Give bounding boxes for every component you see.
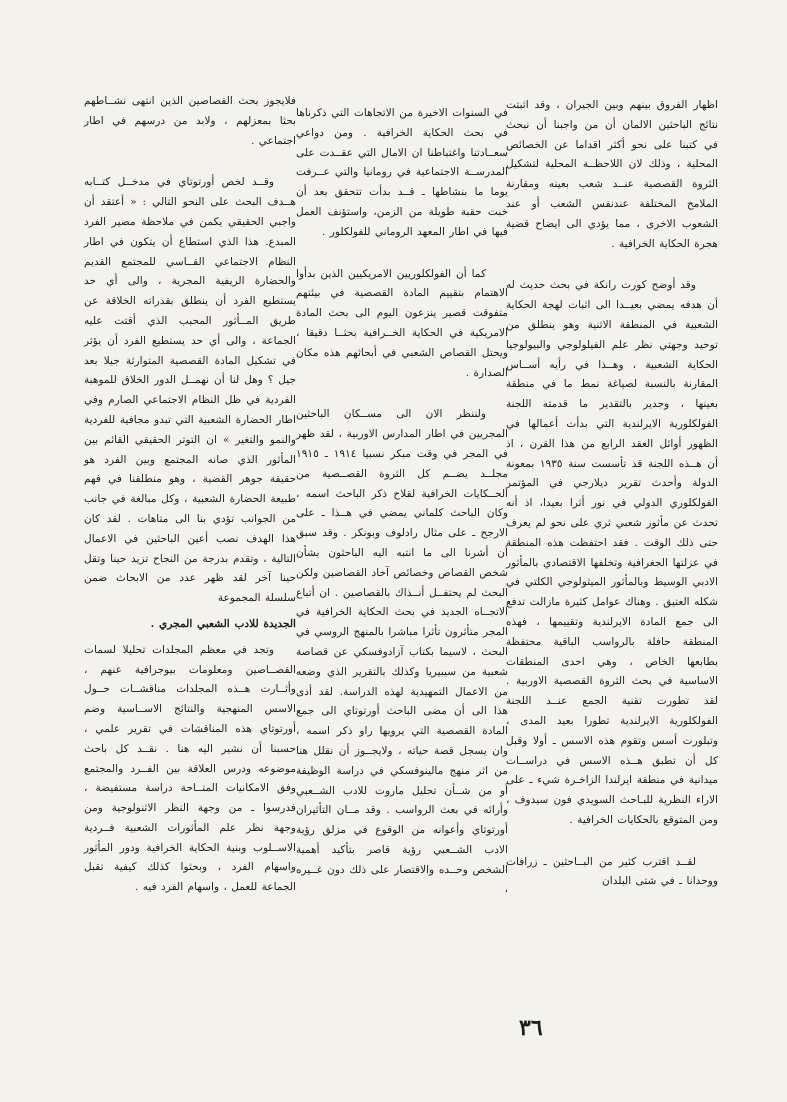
paragraph: فلايجوز بحث القصاصين الذين انتهى نشــاطهم بحثا بمعزلهم ، ولابد من درسهم في اطار اجتماعي .: [84, 95, 296, 147]
series-title: الجديدة للادب الشعبي المجري .: [150, 617, 296, 630]
paragraph: وقــد لخص أورتوتاي في مدخــل كتــابه هــدف البحث على النحو التالي : « أعتقد أن واجبي الحقيقي يكمن في ملاحظة مصير الفرد المبدع. هذا الذي استطاع أن يتكون في اطار النظام الاجتماعي القــاسي للمجتمع القديم والحضارة الريفية المجرية ، والى أي حد يستطيع الفرد أن ينطلق بقدراته الخلاقة عن طريق المــأثور المحبب الذي أقتت عليه الجماعة ، والى أي حد يستطيع الفرد أن يؤثر في تشكيل المادة القصصية المتوارثة جيلا بعد جيل ؟ وهل لنا أن نهمــل الدور الخلاق للموهبة الفردية في ظل النظام الاجتماعي الصارم وفي اطار الحضارة الشعبية التي تبدو مجافية للفردية والنمو والتغير » ان التوتر الحقيقي القائم بين المأثور الذي صانه المجتمع وبين الفرد هو حقيقة جوهر القضية ، وهو منطلقنا في فهم طبيعة الحضارة الشعبية ، وكل مبالغة في جانب من الجوانب تؤدي بنا الى متاهات . لقد كان هذا الهدف نصب أعين الباحثين في الاعمال التالية ، وتقدم بدرجة من النجاح تزيد حينا وتقل حينا آخر لقد ظهر عدد من الابحاث ضمن سلسلة المجموعة: [84, 176, 296, 605]
paragraph: في السنوات الاخيرة من الاتجاهات التي ذكرناها في بحث الحكاية الخرافية . ومن دواعي سعــادتنا واغتباطنا ان الامال التي عقــدت على المدرســة الاجتماعية في رومانيا والتي عــرفت يوما ما بنشاطها ـ قــد بدأت تتحقق بعد أن خبت حقبة طويلة من الزمن، واستؤنف العمل فيها في اطار المعهد الروماني للفولكلور .: [296, 107, 508, 238]
text-column-middle: [296, 104, 508, 922]
paragraph: لقــد اقترب كثير من البــاحثين ـ زرافات ووحدانا ـ في شتى البلدان: [506, 855, 718, 888]
paragraph: وتجد في معظم المجلدات تحليلا لسمات القصــاصين ومعلومات بيوجرافية عنهم ، وأثــارت هــذه المجلدات مناقشــات حــول الاسس المنهجية والنتائج الاســاسية وضم أورتوتاي هذه المناقشات في تقرير علمي ، حسبنا أن نشير اليه هنا . نقــد كل باحث موضوعه ودرس العلاقة بين الفــرد والمجتمع وفق الامكانيات المتــاحة دراسة مستفيضة ، فدرسوا ـ من وجهة النظر الاثنولوجية ومن وجهة نظر علم المأثورات الشعبية فــردية الاســلوب وبنية الحكاية الخرافية ودور المأثور واسهام الفرد ، وبحثوا كذلك كيفية تقبل الجماعة للعمل ، واسهام الفرد فيه .: [84, 643, 296, 894]
paragraph: اظهار الفروق بينهم وبين الجيران ، وقد اثبتت نتائج الباحثين الالمان أن من واجبنا أن نبحث في كتبنا على نحو أكثر اقداما عن الخصائص المحلية ، وذلك لان اللاحظــة المحلية لتشكيل الثروة القصصية عنــد شعب بعينه ومقارنة الملامح المختلفة عندنفس الشعب أو عند الشعوب الاخرى ، مما يؤدي الى ايضاح قضية هجرة الحكاية الخرافية .: [506, 99, 718, 250]
paragraph: كما أن الفولكلوريين الامريكيين الذين بدأوا الاهتمام بتقييم المادة القصصية في بيئتهم متفوقت قصير ينزعون اليوم الى بحث المادة الامريكية في الحكاية الخــرافية بحثــا دقيقا ، ويحتل القصاص الشعبي في أبحاثهم هذه مكان الصدارة .: [296, 267, 508, 379]
text-column-left: [84, 92, 296, 920]
page-number: ٣٦: [519, 1015, 543, 1041]
paragraph: ولننظر الان الى مســكان الباحثين المجريين في اطار المدارس الاوربية ، لقد ظهر في المجر في وقت مبكر نسبيا ١٩١٤ ـ ١٩١٥ مجلــد يضــم كل الثروة القصــصية من الحــكايات الخرافية لقلاح ذكر الباحث اسمه ، وكان الباحث كلماني يمضي في هــذا ـ على الارجح ـ على مثال رادلوف وبونكر . وقد سبق أن أشرنا الى ما انتبه اليه الباحثون بشأن شخص القصاص وخصائص آحاد القصاصين ولكن البحث لم يحتفــل أنــذاك بالقصاصين . ان أتباع الاتجــاه الجديد في بحث الحكاية الخرافية في المجر متأثرون تأثرا مباشرا بالمنهج الروسي في البحث ، لاسيما بكتاب آزادوفسكي عن قصاصة شعبية من سيبيريا وكذلك بالتقرير الذي وضعه من الاعمال التمهيدية لهذه الدراسة. لقد أدى هذا الى أن مضى الباحث أورتوتاي الى جمع المادة القصصية التي يرويها راو ذكر اسمه ، وان يسجل قصة حياته ، ولايجــوز أن نقلل هنا من اثر منهج مالينوفسكي في دراسة الوظيفة أو من شــأن تحليل ماروت للادب الشــعبي وأرائه في بعث الرواسب . وقد مــان التأثيران أورتوتاي وأعوانه من الوقوع في مزلق رؤية الادب الشــعبي رؤية قاصر بتأكيد أهمية الشخص وحــده والاقتصار على ذلك دون غــيره ،: [296, 408, 508, 896]
text-column-right: [506, 96, 718, 914]
paragraph: وقد أوضح كورت رانكة في بحث حديث له أن هدفه يمضي بعيــدا الى اثبات لهجة الحكاية الشعبية في المنطقة الاثنية وهو ينطلق من توحيد وجهتي نظر علم الفيلولوجي والبيولوجيا الحكاية الشعبية ، وهــذا في رأيه أســاس المقارنة بالنسبة لصياغة نمط ما في منطقة بعينها ، وجدير بالتقدير ما قدمته اللجنة الفولكلورية الايرلندية التي بدأت أعمالها في الظهور أوائل العقد الرابع من هذا القرن ، اذ أن هــذه اللجنة قد تأسست سنة ١٩٣٥ بمعونة الدولة وأحدث تقرير ديلارجي في المؤتمر الفولكلوري الدولي في نور أثرا بعيدا، اذ أنه تحدث عن مأثور شعبي ثري على نحو لم يعرف حتى ذلك الوقت . فقد احتفظت هذه المنطقة في عزلتها الجغرافية وتخلفها الاقتصادي بالمأثور الادبي الوسيط وبالمأثور الميثولوجي الكلتي في شكله العتيق . وهناك عوامل كثيرة مازالت تدفع الى جمع المادة الايرلندية وتقييمها ، فهذه المنطقة حافلة بالرواسب الباقية محتفظة بطابعها الخاص ، وهي احدى المنطقات الاساسية في بحث الثروة القصصية الاوربية . لقد تطورت تقنية الجمع عنــد اللجنة الفولكلورية الايرلندية تطورا بعيد المدى ، وتبلورت أسس وتقوم هذه الاسس ـ أولا وقبل كل أن تطبق هــذه الاسس في دراســات ميدانية في منطقة ايرلندا الزاخـرة شيء ـ على الاراء النظرية للبـاحث السويدي فون سيدوف ، ومن المتوقع بالحكايات الخرافية .: [506, 279, 718, 826]
